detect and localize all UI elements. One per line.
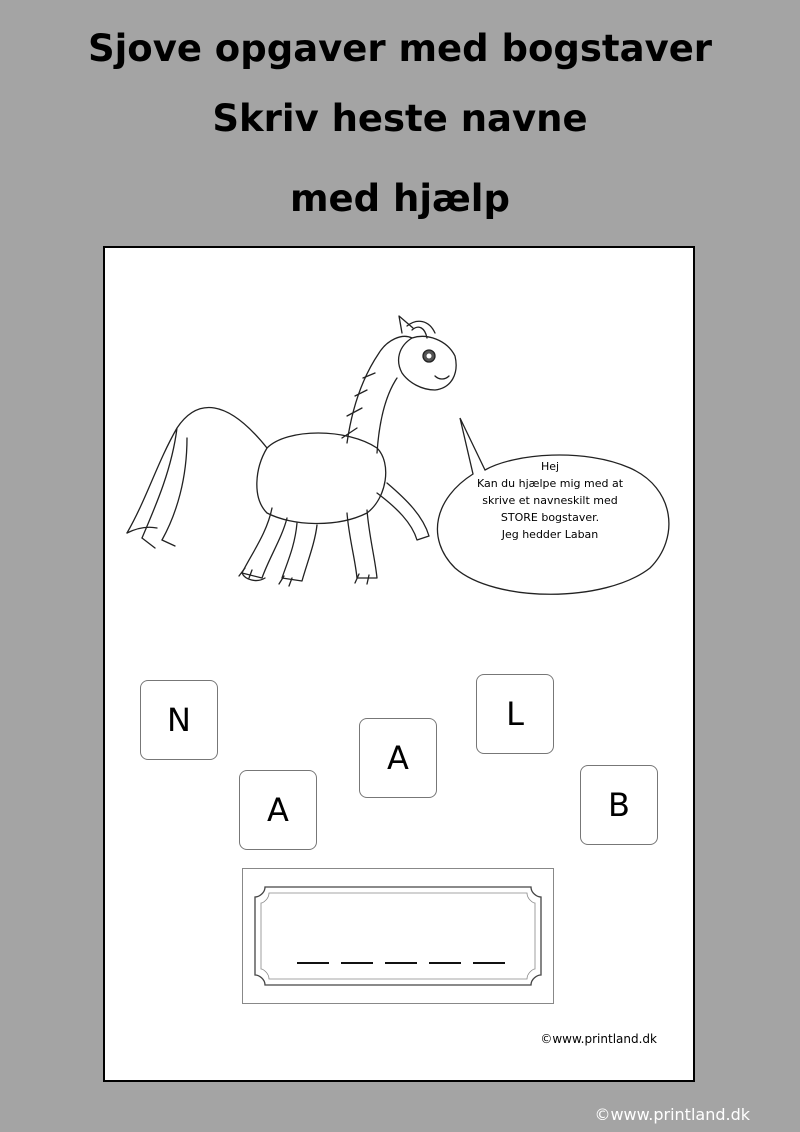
bubble-line: Jeg hedder Laban — [501, 528, 599, 541]
letter-tile[interactable]: L — [476, 674, 554, 754]
credit-inner: ©www.printland.dk — [540, 1032, 657, 1046]
bubble-line: Hej — [540, 460, 560, 473]
page-subtitle-2: med hjælp — [290, 177, 510, 220]
worksheet — [103, 246, 695, 1082]
bubble-line: Kan du hjælpe mig med at — [476, 477, 624, 490]
letter-tile[interactable]: A — [359, 718, 437, 798]
bubble-line: STORE bogstaver. — [500, 511, 600, 524]
name-sign-frame — [251, 879, 545, 993]
letter-tile[interactable]: N — [140, 680, 218, 760]
letter-tile[interactable]: B — [580, 765, 658, 845]
horse-illustration — [117, 278, 457, 598]
page-title: Sjove opgaver med bogstaver — [87, 27, 713, 70]
name-sign — [242, 868, 554, 1004]
speech-bubble-text — [435, 458, 665, 543]
credit-outer: ©www.printland.dk — [594, 1105, 750, 1124]
letter-tile[interactable]: A — [239, 770, 317, 850]
page-subtitle: Skriv heste navne — [212, 97, 588, 140]
bubble-line: skrive et navneskilt med — [482, 494, 618, 507]
